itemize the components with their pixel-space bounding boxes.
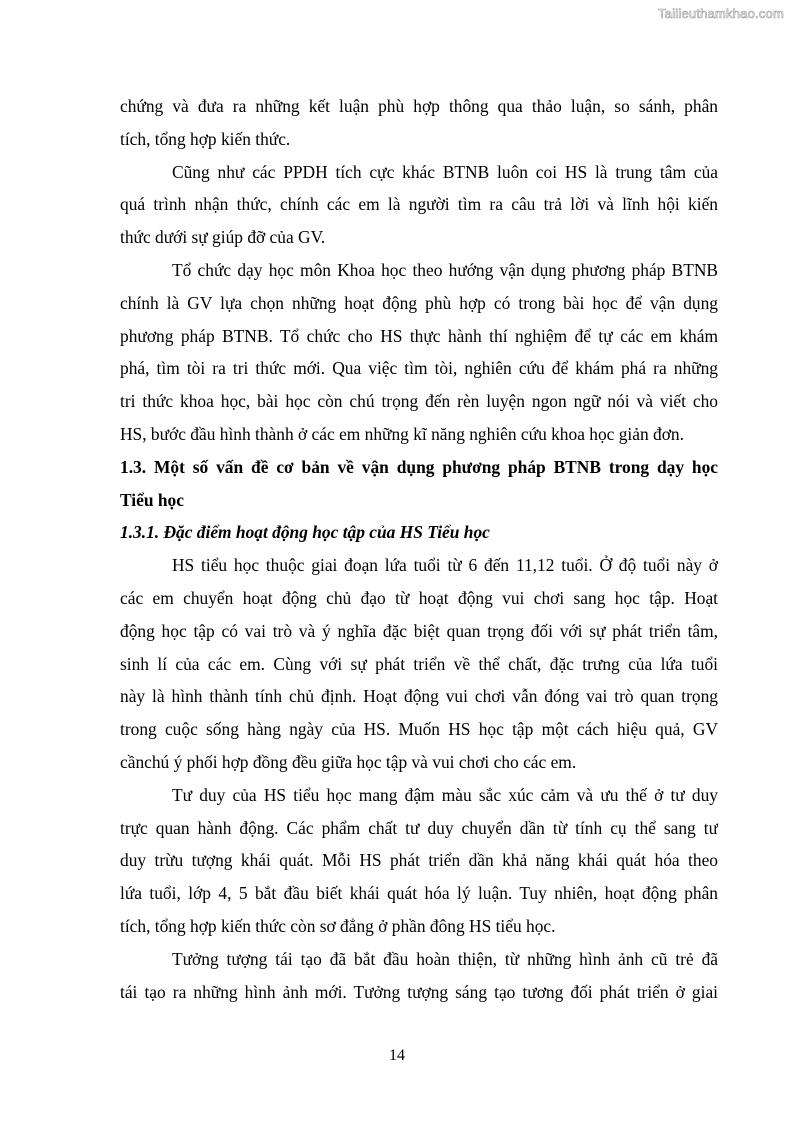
paragraph-line: trong cuộc sống hàng ngày của HS. Muốn HS học tập một cách hiệu quả, GV	[120, 719, 718, 740]
paragraph-line: trực quan hành động. Các phẩm chất tư duy chuyển dần từ tính cụ thể sang tư	[120, 817, 718, 838]
paragraph-line: quá trình nhận thức, chính các em là người tìm ra câu trả lời và lĩnh hội kiến	[120, 194, 718, 215]
paragraph-line: Tổ chức dạy học môn Khoa học theo hướng vận dụng phương pháp BTNB	[172, 259, 718, 280]
paragraph-line: Tư duy của HS tiểu học mang đậm màu sắc xúc cảm và ưu thế ở tư duy	[172, 784, 718, 805]
paragraph-line: động học tập có vai trò và ý nghĩa đặc biệt quan trọng đối với sự phát triển tâm,	[120, 620, 718, 641]
paragraph-line: duy trừu tượng khái quát. Mỗi HS phát triển dần khả năng khái quát hóa theo	[120, 850, 718, 871]
paragraph-line: các em chuyển hoạt động chủ đạo từ hoạt động vui chơi sang học tập. Hoạt	[120, 587, 718, 608]
paragraph-line: tích, tổng hợp kiến thức.	[120, 128, 291, 149]
paragraph-line: phương pháp BTNB. Tổ chức cho HS thực hành thí nghiệm để tự các em khám	[120, 325, 718, 346]
paragraph-line: tri thức khoa học, bài học còn chú trọng đến rèn luyện ngon ngữ nói và viết cho	[120, 391, 718, 412]
paragraph-line: tích, tổng hợp kiến thức còn sơ đẳng ở phần đông HS tiểu học.	[120, 915, 556, 936]
paragraph-line: tái tạo ra những hình ảnh mới. Tưởng tượng sáng tạo tương đối phát triển ở giai	[120, 981, 718, 1002]
paragraph-line: cầnchú ý phối hợp đồng đều giữa học tập và vui chơi cho các em.	[120, 751, 577, 772]
watermark-text: Tailieuthamkhao.com	[658, 6, 784, 21]
paragraph-line: chính là GV lựa chọn những hoạt động phù hợp có trong bài học để vận dụng	[120, 292, 718, 313]
paragraph-line: Tưởng tượng tái tạo đã bắt đầu hoàn thiện, từ những hình ảnh cũ trẻ đã	[172, 948, 718, 969]
paragraph-line: chứng và đưa ra những kết luận phù hợp thông qua thảo luận, so sánh, phân	[120, 96, 718, 116]
paragraph-line: HS, bước đầu hình thành ở các em những kĩ năng nghiên cứu khoa học giản đơn.	[120, 423, 684, 444]
section-heading: 1.3. Một số vấn đề cơ bản về vận dụng phương pháp BTNB trong dạy học	[120, 456, 718, 477]
paragraph-line: phá, tìm tòi ra tri thức mới. Qua việc tìm tòi, nghiên cứu để khám phá ra những	[120, 358, 718, 379]
paragraph-line: HS tiểu học thuộc giai đoạn lứa tuổi từ 6 đến 11,12 tuổi. Ở độ tuổi này ở	[172, 555, 718, 576]
paragraph-line: này là hình thành tính chủ định. Hoạt động vui chơi vẫn đóng vai trò quan trọng	[120, 686, 718, 707]
section-heading-continued: Tiểu học	[120, 489, 184, 510]
paragraph-line: thức dưới sự giúp đỡ của GV.	[120, 227, 326, 248]
page-number: 14	[389, 1047, 405, 1064]
subsection-heading: 1.3.1. Đặc điểm hoạt động học tập của HS Tiểu học	[120, 522, 490, 543]
paragraph-line: sinh lí của các em. Cùng với sự phát triển về thể chất, đặc trưng của lứa tuổi	[120, 653, 718, 674]
paragraph-line: lứa tuổi, lớp 4, 5 bắt đầu biết khái quát hóa lý luận. Tuy nhiên, hoạt động phân	[120, 883, 718, 904]
paragraph-line: Cũng như các PPDH tích cực khác BTNB luôn coi HS là trung tâm của	[172, 161, 718, 182]
document-body	[120, 90, 718, 1008]
